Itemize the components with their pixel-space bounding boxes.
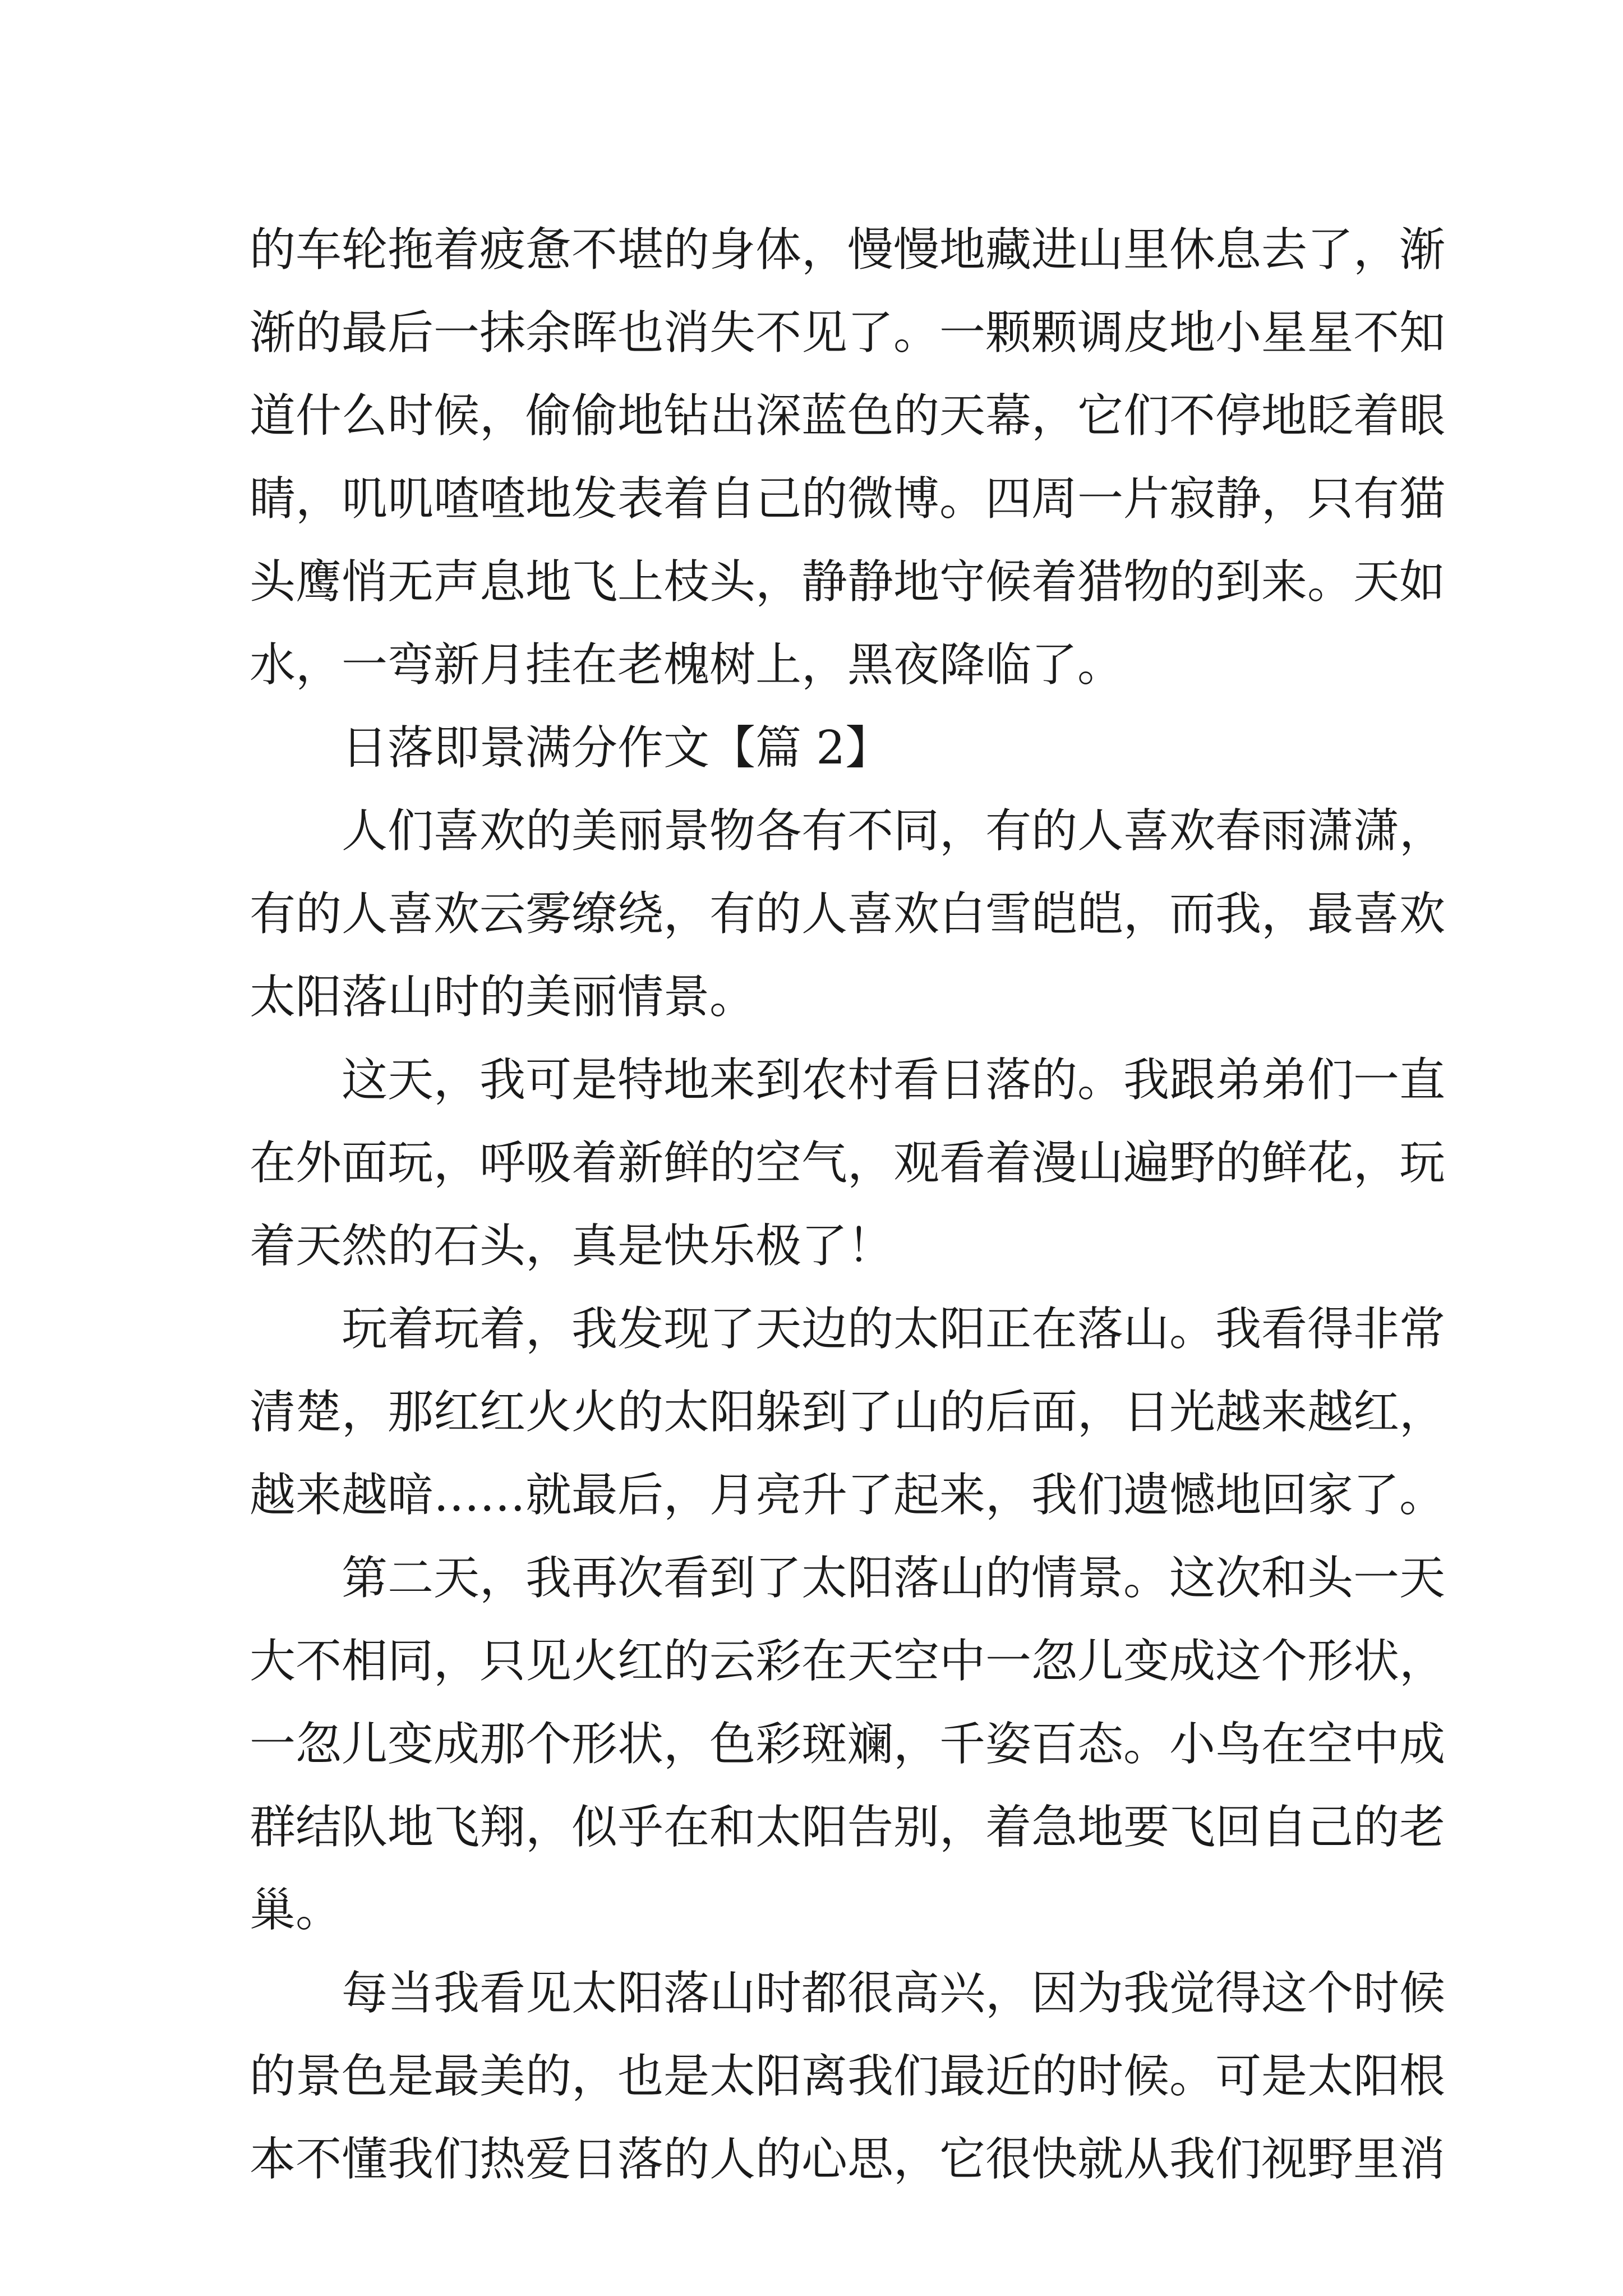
document-body [250,209,1446,2201]
text-line: 玩着玩着，我发现了天边的太阳正在落山。我看得非常 [342,1303,1446,1356]
text-line: 渐的最后一抹余晖也消失不见了。一颗颗调皮地小星星不知 [250,306,1446,360]
text-line: 的车轮拖着疲惫不堪的身体，慢慢地藏进山里休息去了，渐 [250,223,1446,277]
text-line: 睛，叽叽喳喳地发表着自己的微博。四周一片寂静，只有猫 [250,472,1446,526]
text-line: 这天，我可是特地来到农村看日落的。我跟弟弟们一直 [342,1053,1446,1107]
text-line: 每当我看见太阳落山时都很高兴，因为我觉得这个时候 [342,1967,1446,2020]
text-line: 一忽儿变成那个形状，色彩斑斓，千姿百态。小鸟在空中成 [250,1718,1446,1771]
text-line: 的景色是最美的，也是太阳离我们最近的时候。可是太阳根 [250,2050,1446,2103]
text-line: 越来越暗……就最后，月亮升了起来，我们遗憾地回家了。 [250,1469,1446,1522]
text-line: 在外面玩，呼吸着新鲜的空气，观看着漫山遍野的鲜花，玩 [250,1137,1446,1190]
text-line: 人们喜欢的美丽景物各有不同，有的人喜欢春雨潇潇， [342,804,1446,858]
text-line: 太阳落山时的美丽情景。 [250,970,756,1024]
text-line: 大不相同，只见火红的云彩在天空中一忽儿变成这个形状， [250,1635,1446,1688]
text-line: 有的人喜欢云雾缭绕，有的人喜欢白雪皑皑，而我，最喜欢 [250,887,1446,941]
text-line: 本不懂我们热爱日落的人的心思，它很快就从我们视野里消 [250,2133,1446,2186]
section-heading: 日落即景满分作文【篇 2】 [342,721,892,775]
text-line: 着天然的石头，真是快乐极了！ [250,1220,894,1273]
text-line: 头鹰悄无声息地飞上枝头，静静地守候着猎物的到来。天如 [250,555,1446,609]
text-line: 清楚，那红红火火的太阳躲到了山的后面，日光越来越红， [250,1386,1446,1439]
text-line: 第二天，我再次看到了太阳落山的情景。这次和头一天 [342,1552,1446,1605]
text-line: 巢。 [250,1884,342,1937]
text-line: 道什么时候，偷偷地钻出深蓝色的天幕，它们不停地眨着眼 [250,389,1446,443]
text-line: 水，一弯新月挂在老槐树上，黑夜降临了。 [250,638,1124,692]
text-line: 群结队地飞翔，似乎在和太阳告别，着急地要飞回自己的老 [250,1801,1446,1854]
